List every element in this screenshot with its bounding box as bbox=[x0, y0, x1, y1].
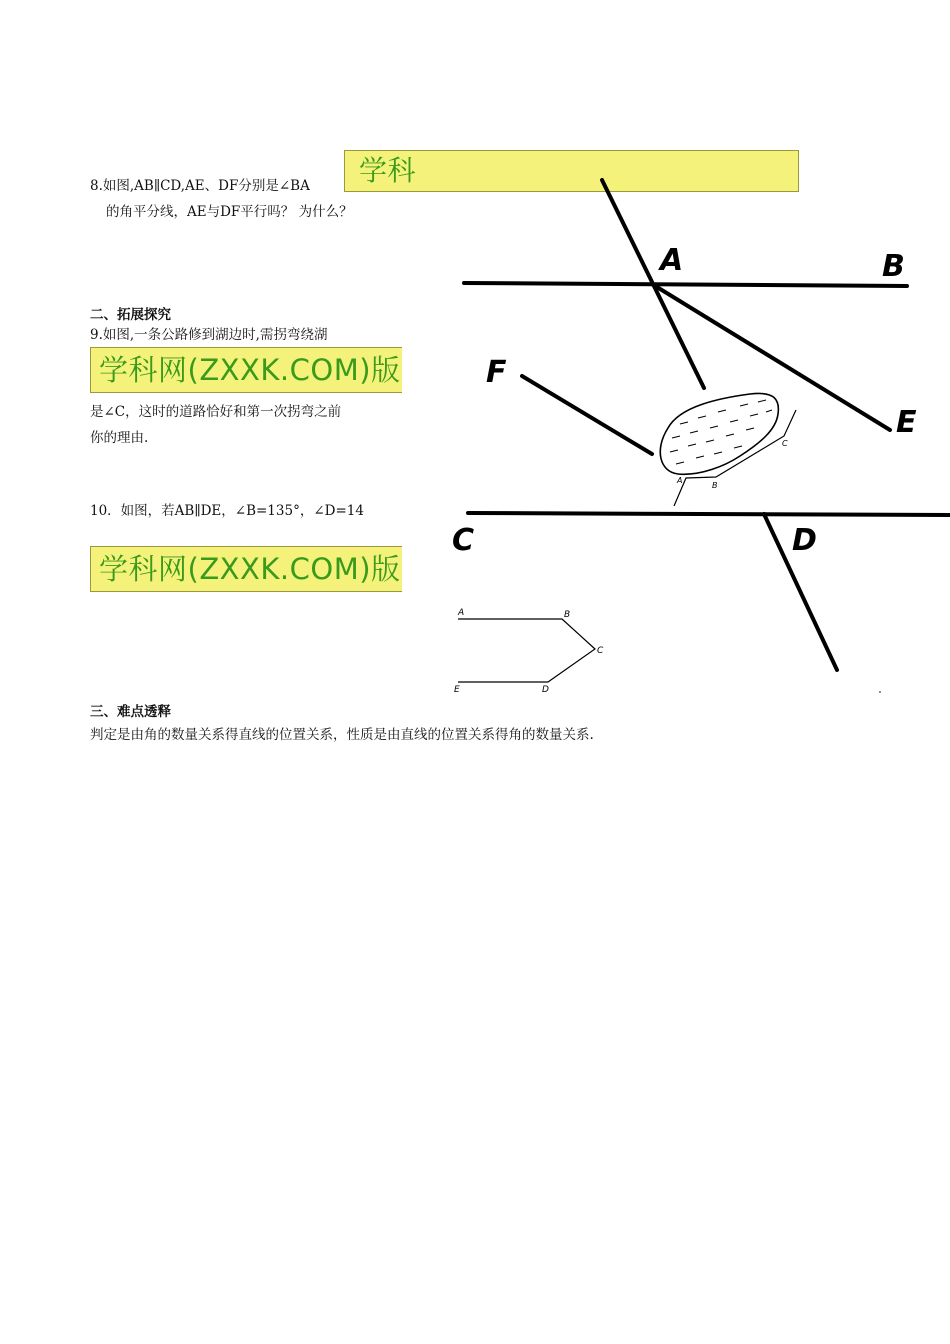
q9-line2: 是∠C，这时的道路恰好和第一次拐弯之前 bbox=[90, 404, 342, 420]
stray-dot bbox=[879, 691, 881, 693]
q8-line1: 8.如图,AB∥CD,AE、DF分别是∠BA bbox=[90, 178, 310, 194]
zig-label-e: E bbox=[454, 685, 460, 695]
section2-heading: 二、拓展探究 bbox=[90, 307, 171, 323]
q9-line1: 9.如图,一条公路修到湖边时,需拐弯绕湖 bbox=[90, 327, 328, 343]
ray-df bbox=[522, 376, 652, 454]
line-cd bbox=[468, 513, 950, 515]
q9-line3: 你的理由. bbox=[90, 430, 149, 446]
zig-label-a: A bbox=[458, 608, 465, 618]
section3-body: 判定是由角的数量关系得直线的位置关系，性质是由直线的位置关系得角的数量关系. bbox=[90, 727, 594, 743]
zigzag-lines bbox=[458, 619, 595, 682]
label-f: F bbox=[486, 355, 507, 390]
line-ab bbox=[464, 283, 907, 286]
watermark-top-text: 学科 bbox=[359, 154, 417, 187]
lake-outline bbox=[660, 393, 778, 474]
watermark-banner-clip-2 bbox=[90, 546, 402, 594]
lake-label-b: B bbox=[712, 481, 718, 490]
label-e: E bbox=[896, 405, 917, 440]
watermark-banner-2-text: 学科网(ZXXK.COM)版 bbox=[99, 552, 401, 586]
figure-zigzag bbox=[450, 605, 620, 695]
watermark-banner-clip-1 bbox=[90, 347, 402, 395]
watermark-banner-1 bbox=[90, 347, 402, 393]
zig-label-c: C bbox=[597, 646, 604, 656]
watermark-banner-1-text: 学科网(ZXXK.COM)版 bbox=[99, 353, 401, 387]
lake-label-c: C bbox=[782, 439, 788, 448]
section3-heading: 三、难点透释 bbox=[90, 704, 171, 720]
label-c: C bbox=[452, 523, 475, 558]
figure-lake-road bbox=[650, 388, 800, 506]
lake-label-a: A bbox=[677, 476, 683, 485]
label-d: D bbox=[792, 523, 817, 558]
q8-line2: 的角平分线，AE与DF平行吗？ 为什么？ bbox=[106, 204, 353, 220]
label-a: A bbox=[660, 243, 684, 278]
q10-line1: 10．如图，若AB∥DE，∠B=135°，∠D=14 bbox=[90, 503, 364, 519]
watermark-banner-2 bbox=[90, 546, 402, 592]
label-b: B bbox=[882, 249, 905, 284]
zig-label-d: D bbox=[542, 685, 549, 695]
zig-label-b: B bbox=[564, 610, 571, 620]
